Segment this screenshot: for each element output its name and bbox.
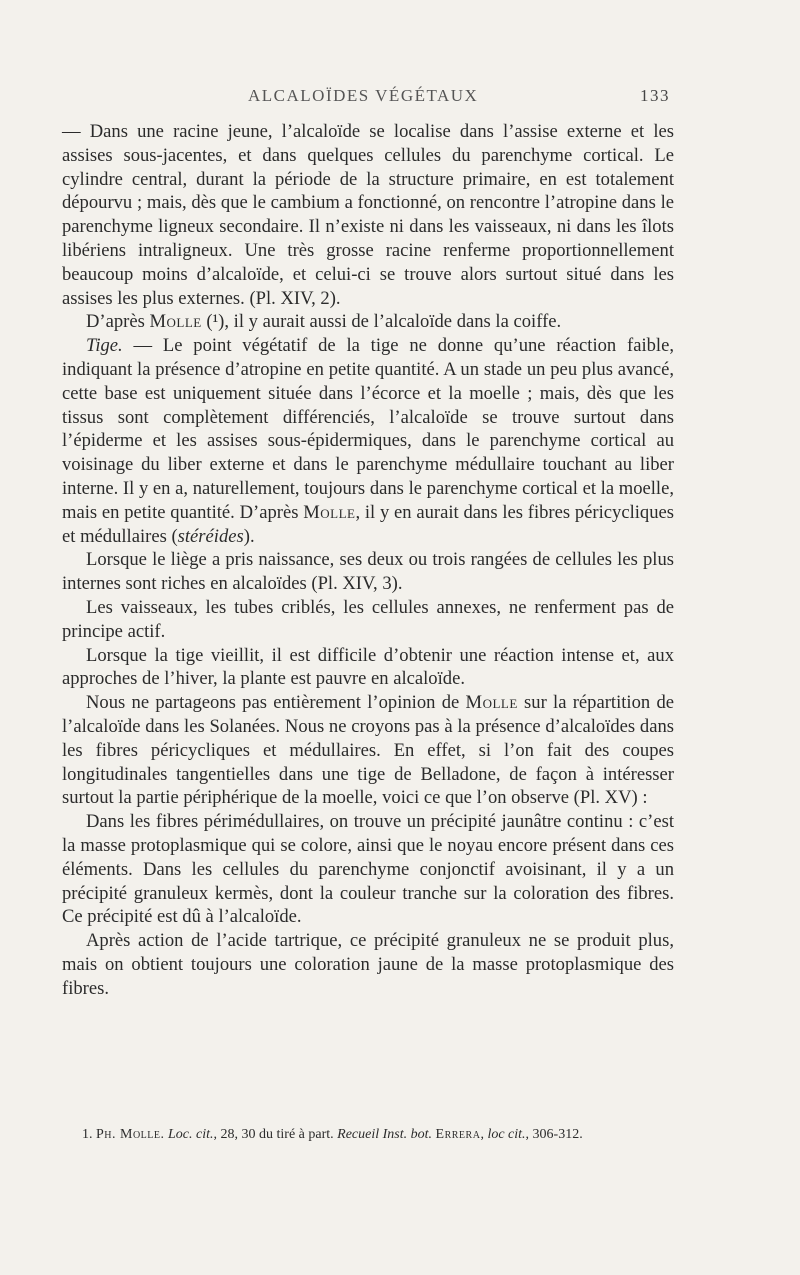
footnote-text: , 28, 30 du tiré à part. [213,1127,338,1142]
text-span: sur la répartition de l’alcaloïde dans les Solanées. Nous ne croyons pas à la présence d’alcaloïdes dans les fibres péricycliques et médullaires. En effet, si l’on fait des coupes longitudinales tangentielles dans une tige de Belladone, de façon à intéresser surtout la partie périphérique de la moelle, voici ce que l’on observe (Pl. XV) : [62,692,675,809]
footnote-journal: Recueil Inst. bot. [337,1127,433,1142]
footnote-ref-2: loc cit. [487,1127,526,1142]
text-span: ). [243,525,255,547]
text-span: — Le point végétatif de la tige ne donne qu’une réaction faible, indiquant la présence d’atropine en petite quantité. A un stade un peu plus avancé, cette base est uniquement située dans l’écorce et la moelle ; mais, dès que les tissus sont complètement différenciés, l’alcaloïde se trouve surtout dans l’épiderme et les assises sous-épidermiques, dans le parenchyme cortical au voisinage du liber externe et dans le parenchyme médullaire touchant au liber interne. Il y en a, naturellement, toujours dans le parenchyme cortical et la moelle, mais en petite quantité. D’après [62,335,674,523]
text-span: (¹), il y aurait aussi de l’alcaloïde dans la coiffe. [201,311,562,333]
author-name: Molle [149,311,202,333]
text-span: , il y en aurait dans les fibres péricycliques et médullaires ( [62,501,674,547]
author-name: Molle [303,501,356,523]
footnote: 1. Ph. Molle. Loc. cit., 28, 30 du tiré à part. Recueil Inst. bot. Errera, loc cit., 306-312. [82,1127,583,1142]
footnote-author: Ph. Molle. [96,1127,165,1142]
paragraph-hiver: Lorsque la tige vieillit, il est difficile d’obtenir une réaction intense et, aux approches de l’hiver, la plante est pauvre en alcaloïde. [62,644,674,690]
page-number: 133 [640,86,670,105]
paragraph-fibres: Dans les fibres périmédullaires, on trouve un précipité jaunâtre continu : c’est la masse protoplasmique qui se colore, ainsi que le noyau encore présent dans ces éléments. Dans les cellules du parenchyme conjonctif avoisinant, il y a un précipité granuleux kermès, dont la couleur tranche sur la coloration des fibres. Ce précipité est dû à l’alcaloïde. [62,811,674,928]
running-header [0,86,800,112]
footnote-author-2: Errera [435,1127,481,1142]
text-span: Nous ne partageons pas entièrement l’opinion de [86,692,466,714]
footnote-pages: 306-312. [532,1127,583,1142]
paragraph-tige [62,334,674,548]
section-lead: Tige. [86,335,123,357]
paragraph-acide: Après action de l’acide tartrique, ce précipité granuleux ne se produit plus, mais on obtient toujours une coloration jaune de la masse protoplasmique des fibres. [62,930,674,999]
text-span: D’après [86,311,150,333]
paragraph-coiffe [62,310,674,334]
paragraph-liege: Lorsque le liège a pris naissance, ses deux ou trois rangées de cellules les plus internes sont riches en alcaloïdes (Pl. XIV, 3). [62,549,674,595]
footnote-number: 1. [82,1127,93,1142]
author-name: Molle [465,692,518,714]
footnote-ref: Loc. cit. [168,1127,214,1142]
paragraph-opinion [62,691,674,810]
paragraph-racine: — Dans une racine jeune, l’alcaloïde se localise dans l’assise externe et les assises sous-jacentes, et dans quelques cellules du parenchyme cortical. Le cylindre central, durant la période de la structure primaire, en est totalement dépourvu ; mais, dès que le cambium a fonctionné, on rencontre l’atropine dans le parenchyme ligneux secondaire. Il n’existe ni dans les vaisseaux, ni dans les îlots libériens intraligneux. Une très grosse racine renferme proportionnellement beaucoup moins d’alcaloïde, et celui-ci se trouve alors surtout situé dans les assises les plus externes. (Pl. XIV, 2). [62,121,674,309]
body-text [62,120,674,1000]
italic-term: stéréides [177,525,244,547]
paragraph-vaisseaux: Les vaisseaux, les tubes criblés, les cellules annexes, ne renferment pas de principe actif. [62,596,674,642]
running-title: ALCALOÏDES VÉGÉTAUX [248,86,479,105]
